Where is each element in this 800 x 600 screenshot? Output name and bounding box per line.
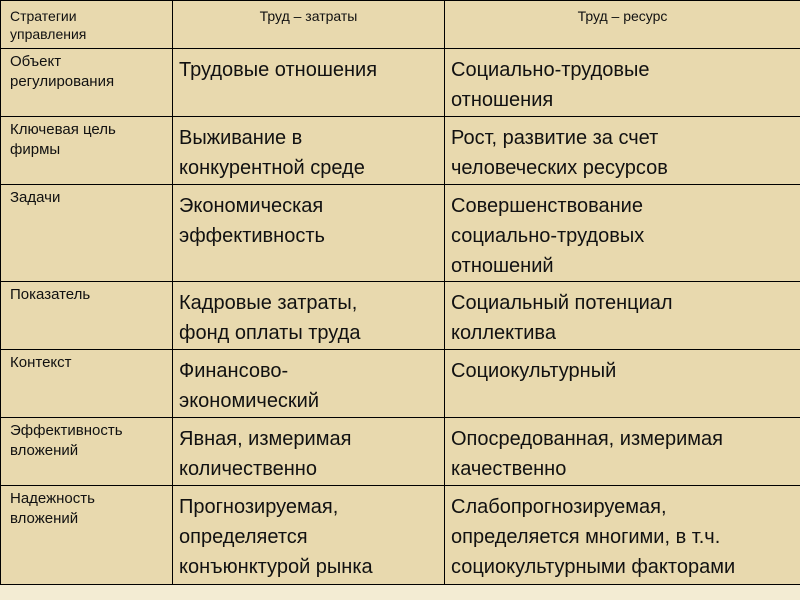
row-label: Объект регулирования: [1, 49, 173, 117]
table-row: [1, 49, 800, 117]
row-label: Задачи: [1, 185, 173, 282]
row-label: Контекст: [1, 350, 173, 418]
resource-cell: Социально-трудовые отношения: [445, 49, 800, 117]
table-row: [1, 418, 800, 486]
header-labor-resource: Труд – ресурс: [445, 1, 800, 49]
resource-cell: Социокультурный: [445, 350, 800, 418]
cost-cell: Финансово- экономический: [173, 350, 445, 418]
cost-cell: Трудовые отношения: [173, 49, 445, 117]
row-label: Ключевая цель фирмы: [1, 117, 173, 185]
table-row: [1, 486, 800, 585]
row-label: Надежность вложений: [1, 486, 173, 585]
table-header-row: [1, 1, 800, 49]
cost-cell: Выживание в конкурентной среде: [173, 117, 445, 185]
cost-cell: Прогнозируемая, определяется конъюнктурой рынка: [173, 486, 445, 585]
resource-cell: Слабопрогнозируемая, определяется многими, в т.ч. социокультурными факторами: [445, 486, 800, 585]
row-label: Эффективность вложений: [1, 418, 173, 486]
table-row: [1, 350, 800, 418]
table-row: [1, 185, 800, 282]
header-strategies: Стратегии управления: [1, 1, 173, 49]
cost-cell: Экономическая эффективность: [173, 185, 445, 282]
row-label: Показатель: [1, 282, 173, 350]
cost-cell: Кадровые затраты, фонд оплаты труда: [173, 282, 445, 350]
header-labor-cost: Труд – затраты: [173, 1, 445, 49]
resource-cell: Опосредованная, измеримая качественно: [445, 418, 800, 486]
cost-cell: Явная, измеримая количественно: [173, 418, 445, 486]
table-row: [1, 282, 800, 350]
resource-cell: Социальный потенциал коллектива: [445, 282, 800, 350]
resource-cell: Рост, развитие за счет человеческих ресурсов: [445, 117, 800, 185]
resource-cell: Совершенствование социально-трудовых отношений: [445, 185, 800, 282]
table-row: [1, 117, 800, 185]
